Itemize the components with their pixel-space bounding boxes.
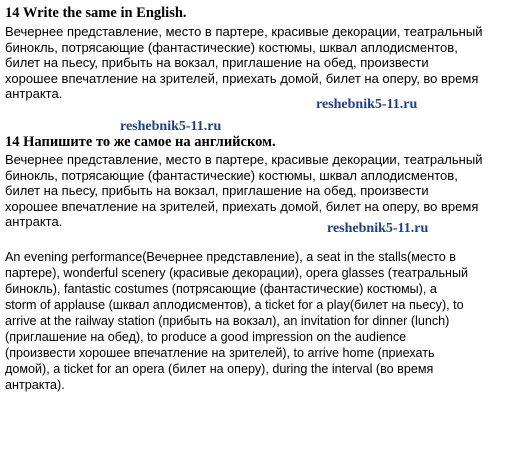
- answer-line: бинокль), fantastic costumes (потрясающие (фантастические) костюмы), a: [5, 282, 437, 296]
- answer-line: домой), a ticket for an opera (билет на оперу), during the interval (во время: [5, 362, 434, 376]
- answer-line: антракта).: [5, 378, 65, 392]
- answer-line: (произвести хорошее впечатление на зрителей), to arrive home (приехать: [5, 346, 435, 360]
- watermark-text: reshebnik5-11.ru: [120, 119, 222, 134]
- text-line: хорошее впечатление на зрителей, приехать домой, билет на оперу, во время: [5, 70, 479, 86]
- text-line: билет на пьесу, прибыть на вокзал, приглашение на обед, произвести: [5, 183, 429, 198]
- answer-line: storm of applause (шквал аплодисментов), a ticket for a play(билет на пьесу), to: [5, 298, 464, 312]
- text-line: билет на пьесу, прибыть на вокзал, приглашение на обед, произвести: [5, 55, 429, 70]
- answer-line: партере), wonderful scenery (красивые декорации), opera glasses (театральный: [5, 266, 469, 280]
- exercise-heading-ru: 14 Напишите то же самое на английском.: [5, 134, 276, 150]
- text-line: антракта.: [5, 214, 63, 229]
- watermark-text: reshebnik5-11.ru: [327, 221, 429, 236]
- text-line: бинокль, потрясающие (фантастические) костюмы, шквал аплодисментов,: [5, 39, 458, 55]
- text-line: Вечернее представление, место в партере, красивые декорации, театральный: [5, 152, 483, 167]
- text-line: антракта.: [5, 86, 63, 101]
- answer-line: (приглашение на обед), to produce a good impression on the audience: [5, 330, 407, 344]
- text-line: хорошее впечатление на зрителей, приехать домой, билет на оперу, во время: [5, 198, 479, 214]
- exercise-text-en: [5, 24, 510, 102]
- text-line: Вечернее представление, место в партере, красивые декорации, театральный: [5, 24, 483, 39]
- exercise-text-ru: [5, 152, 510, 230]
- answer-line: arrive at the railway station (прибыть на вокзал), an invitation for dinner (lunch): [5, 314, 450, 328]
- watermark-text: reshebnik5-11.ru: [316, 97, 418, 112]
- exercise-heading-en: 14 Write the same in English.: [5, 5, 187, 21]
- text-line: бинокль, потрясающие (фантастические) костюмы, шквал аплодисментов,: [5, 167, 458, 183]
- answer-line: An evening performance(Вечернее представление), a seat in the stalls(место в: [5, 250, 456, 264]
- answer-text: [5, 249, 510, 393]
